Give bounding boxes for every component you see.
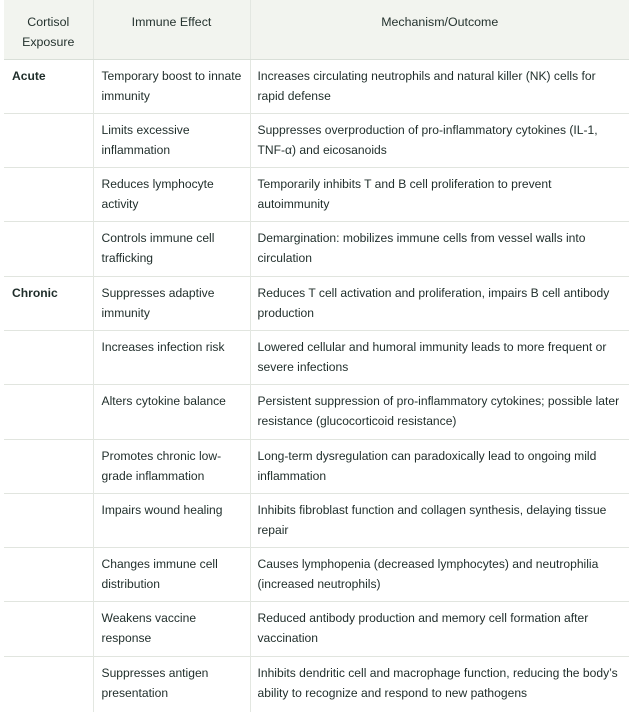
- header-mechanism-outcome: Mechanism/Outcome: [250, 0, 629, 59]
- effect-cell: Reduces lymphocyte activity: [93, 168, 250, 222]
- effect-cell: Changes immune cell distribution: [93, 548, 250, 602]
- mechanism-cell: Inhibits fibroblast function and collagen synthesis, delaying tissue repair: [250, 493, 629, 547]
- mechanism-cell: Suppresses overproduction of pro-inflammatory cytokines (IL-1, TNF-α) and eicosanoids: [250, 113, 629, 167]
- effect-cell: Impairs wound healing: [93, 493, 250, 547]
- effect-cell: Alters cytokine balance: [93, 385, 250, 439]
- header-row: [4, 0, 629, 59]
- table-row: [4, 493, 629, 547]
- effect-cell: Limits excessive inflammation: [93, 113, 250, 167]
- mechanism-cell: Demargination: mobilizes immune cells from vessel walls into circulation: [250, 222, 629, 276]
- table-row: [4, 59, 629, 113]
- exposure-cell: [4, 222, 93, 276]
- table-row: [4, 222, 629, 276]
- exposure-cell: [4, 548, 93, 602]
- exposure-cell: Chronic: [12, 285, 58, 300]
- exposure-cell: Acute: [12, 68, 46, 83]
- table-row: [4, 439, 629, 493]
- effect-cell: Weakens vaccine response: [93, 602, 250, 656]
- exposure-cell: [4, 168, 93, 222]
- effect-cell: Suppresses adaptive immunity: [93, 276, 250, 330]
- cortisol-immune-table-container: [4, 0, 629, 712]
- exposure-cell: [4, 656, 93, 712]
- mechanism-cell: Temporarily inhibits T and B cell proliferation to prevent autoimmunity: [250, 168, 629, 222]
- table-row: [4, 656, 629, 712]
- table-row: [4, 168, 629, 222]
- mechanism-cell: Reduced antibody production and memory cell formation after vaccination: [250, 602, 629, 656]
- effect-cell: Suppresses antigen presentation: [93, 656, 250, 712]
- mechanism-cell: Long-term dysregulation can paradoxically lead to ongoing mild inflammation: [250, 439, 629, 493]
- exposure-cell: [4, 113, 93, 167]
- exposure-cell: [4, 385, 93, 439]
- mechanism-cell: Increases circulating neutrophils and natural killer (NK) cells for rapid defense: [250, 59, 629, 113]
- table-row: [4, 330, 629, 384]
- exposure-cell: [4, 439, 93, 493]
- table-row: [4, 276, 629, 330]
- table-row: [4, 602, 629, 656]
- mechanism-cell: Reduces T cell activation and proliferation, impairs B cell antibody production: [250, 276, 629, 330]
- cortisol-immune-table: [4, 0, 629, 712]
- exposure-cell: [4, 493, 93, 547]
- effect-cell: Promotes chronic low-grade inflammation: [93, 439, 250, 493]
- mechanism-cell: Inhibits dendritic cell and macrophage function, reducing the body’s ability to recognize and respond to new pathogens: [250, 656, 629, 712]
- table-row: [4, 385, 629, 439]
- table-header: [4, 0, 629, 59]
- mechanism-cell: Persistent suppression of pro-inflammatory cytokines; possible later resistance (glucocorticoid resistance): [250, 385, 629, 439]
- table-row: [4, 113, 629, 167]
- exposure-cell: [4, 602, 93, 656]
- table-row: [4, 548, 629, 602]
- header-immune-effect: Immune Effect: [93, 0, 250, 59]
- header-cortisol-exposure: Cortisol Exposure: [4, 0, 93, 59]
- table-body: [4, 59, 629, 712]
- effect-cell: Increases infection risk: [93, 330, 250, 384]
- mechanism-cell: Causes lymphopenia (decreased lymphocytes) and neutrophilia (increased neutrophils): [250, 548, 629, 602]
- effect-cell: Temporary boost to innate immunity: [93, 59, 250, 113]
- exposure-cell: [4, 330, 93, 384]
- effect-cell: Controls immune cell trafficking: [93, 222, 250, 276]
- mechanism-cell: Lowered cellular and humoral immunity leads to more frequent or severe infections: [250, 330, 629, 384]
